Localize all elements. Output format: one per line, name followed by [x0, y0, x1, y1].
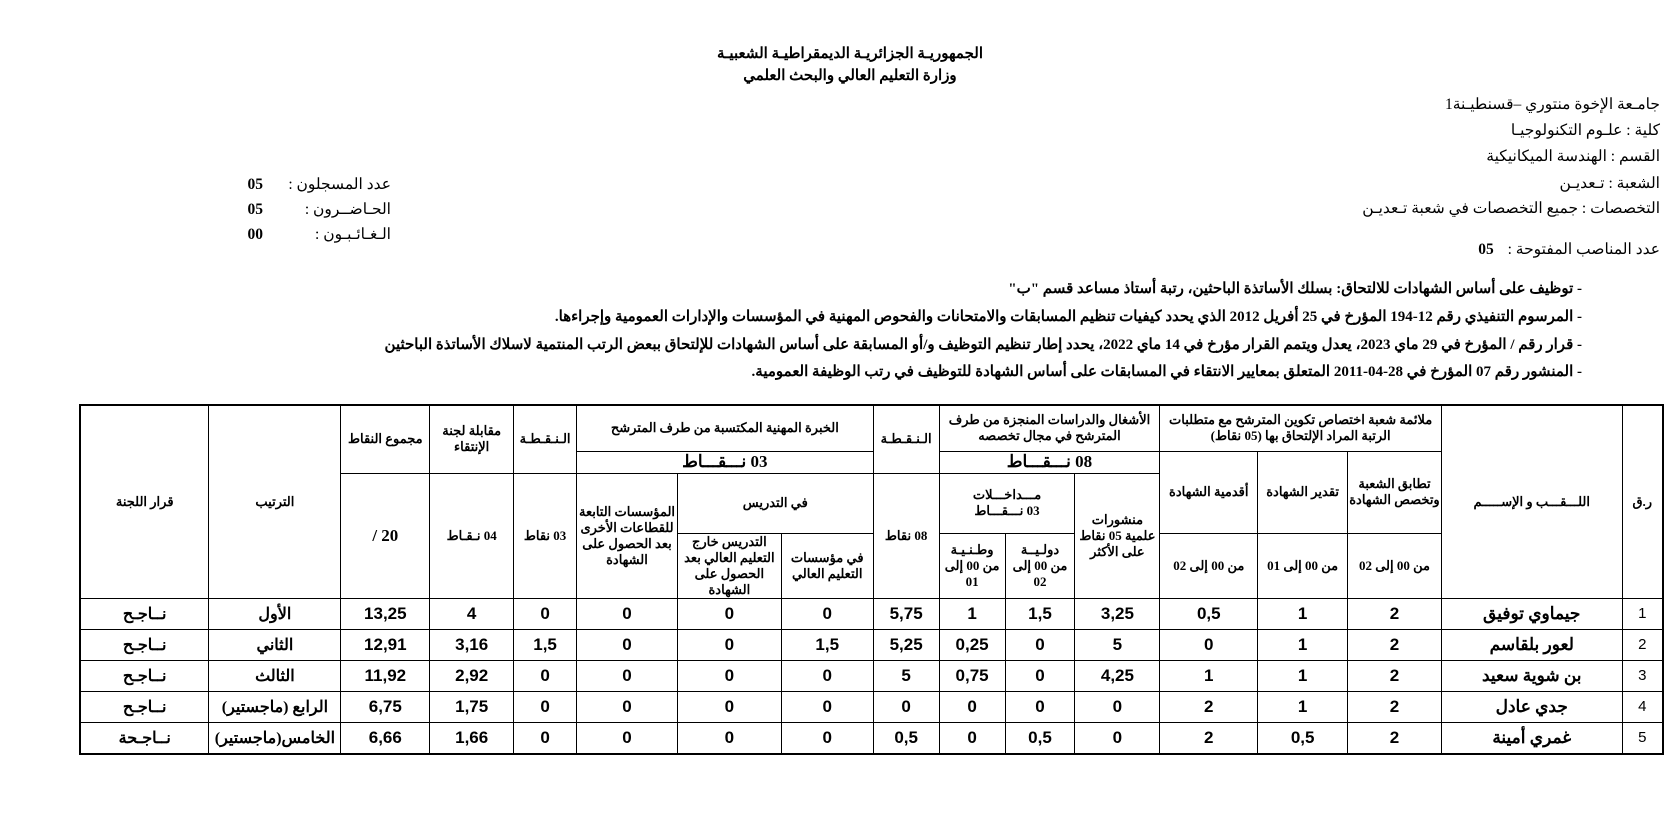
cell-total: 6,66 [341, 722, 430, 754]
cell-natl: 0 [939, 722, 1005, 754]
specialties-line: التخصصات : جميع التخصصات في شعبة تـعديـن [1362, 200, 1660, 217]
cell-name: بن شوية سعيد [1441, 660, 1622, 691]
cell-interview: 1,75 [430, 691, 514, 722]
cell-point2: 0 [514, 660, 577, 691]
cell-decision: نــاجـح [80, 691, 209, 722]
cell-other: 0 [577, 598, 678, 629]
cell-interview: 4 [430, 598, 514, 629]
intl-range: من 00 إلى 02 [1012, 557, 1068, 589]
cell-fit-seniority: 0 [1160, 629, 1258, 660]
cell-point2: 1,5 [514, 629, 577, 660]
cell-intl: 0,5 [1005, 722, 1075, 754]
cell-point1: 5,75 [873, 598, 939, 629]
cell-fit-match: 2 [1348, 660, 1442, 691]
cell-total: 11,92 [341, 660, 430, 691]
cell-other: 0 [577, 722, 678, 754]
cell-fit-grade: 1 [1258, 660, 1348, 691]
cell-teach-univ: 0 [781, 598, 873, 629]
point1-value: 08 نقاط [873, 473, 939, 598]
col-exp-header: الخبرة المهنية المكتسبة من طرف المترشح [577, 405, 874, 451]
intl-label: دولـيــة [1020, 541, 1060, 557]
cell-name: جدي عادل [1441, 691, 1622, 722]
cell-fit-seniority: 1 [1160, 660, 1258, 691]
cell-point1: 0 [873, 691, 939, 722]
natl-label: وطـنـيـة [950, 541, 994, 557]
cell-teach-out: 0 [677, 598, 781, 629]
cell-fit-match: 2 [1348, 691, 1442, 722]
cell-pubs: 0 [1075, 722, 1160, 754]
col-interview-header: مقابلة لجنة الإنتقاء [430, 405, 514, 473]
cell-fit-grade: 1 [1258, 598, 1348, 629]
cell-intl: 0 [1005, 629, 1075, 660]
cell-interview: 1,66 [430, 722, 514, 754]
absent-count [248, 225, 392, 244]
absent-value: 00 [247, 226, 263, 243]
col-pubs-header: منشورات علمية 05 نقاط على الأكثر [1075, 473, 1160, 598]
table-row [80, 598, 1663, 629]
fit-match-range: من 00 إلى 02 [1348, 533, 1442, 598]
table-row [80, 629, 1663, 660]
bullet-order: - قرار رقم / المؤرخ في 29 ماي 2023، يعدل ويتمم القرار مؤرخ في 14 ماي 2022، يحدد إطار تنظيم التوظيف و/أو المسابقة على أساس الشهادات للإلتحاق ببعض الرتب المنتمية لاسلاك الأساتذة الباحثين [384, 337, 1582, 353]
present-count [248, 200, 392, 219]
registered-count [248, 175, 392, 194]
cell-fit-seniority: 0,5 [1160, 598, 1258, 629]
cell-pubs: 4,25 [1075, 660, 1160, 691]
absent-label: الـغـائـبـون : [315, 226, 391, 243]
cell-fit-grade: 1 [1258, 691, 1348, 722]
cell-fit-match: 2 [1348, 722, 1442, 754]
cell-decision: نــاجـحة [80, 722, 209, 754]
cell-point1: 5,25 [873, 629, 939, 660]
cell-fit-match: 2 [1348, 629, 1442, 660]
cell-natl: 0,75 [939, 660, 1005, 691]
cell-teach-out: 0 [677, 629, 781, 660]
cell-pubs: 0 [1075, 691, 1160, 722]
cell-intl: 0 [1005, 691, 1075, 722]
open-positions-value: 05 [1478, 241, 1494, 258]
col-rank-header: الترتيب [209, 405, 341, 598]
col-point2-header: الـنـقـطـة [514, 405, 577, 473]
cell-teach-out: 0 [677, 660, 781, 691]
cell-other: 0 [577, 691, 678, 722]
col-confs-header [939, 473, 1075, 533]
cell-rank: الرابع (ماجستير) [209, 691, 341, 722]
present-value: 05 [247, 201, 263, 218]
cell-pubs: 5 [1075, 629, 1160, 660]
col-decision-header: قرار اللجنة [80, 405, 209, 598]
cell-num: 2 [1622, 629, 1663, 660]
cell-num: 4 [1622, 691, 1663, 722]
col-fit-grade-header: تقدير الشهادة [1258, 451, 1348, 533]
republic-title: الجمهوريـة الجزائريـة الديمقراطيـة الشعبيـة [716, 46, 984, 62]
results-table [79, 404, 1664, 755]
bullet-recruitment: - توظيف على أساس الشهادات للالتحاق: بسلك الأساتذة الباحثين، رتبة أستاذ مساعد قسم "ب" [1008, 281, 1582, 297]
cell-rank: الثالث [209, 660, 341, 691]
present-label: الحـاضــرون : [304, 201, 391, 218]
total-value: 20 / [341, 473, 430, 598]
cell-point2: 0 [514, 598, 577, 629]
confs-points: 03 نـــقـــاط [974, 503, 1040, 518]
cell-teach-univ: 0 [781, 722, 873, 754]
cell-interview: 2,92 [430, 660, 514, 691]
col-num-header: ر.ق [1622, 405, 1663, 598]
cell-teach-univ: 0 [781, 660, 873, 691]
cell-rank: الثاني [209, 629, 341, 660]
cell-fit-seniority: 2 [1160, 691, 1258, 722]
cell-fit-seniority: 2 [1160, 722, 1258, 754]
col-intl-header [1005, 533, 1075, 598]
cell-teach-univ: 1,5 [781, 629, 873, 660]
cell-num: 5 [1622, 722, 1663, 754]
cell-pubs: 3,25 [1075, 598, 1160, 629]
cell-teach-out: 0 [677, 722, 781, 754]
cell-intl: 0 [1005, 660, 1075, 691]
col-teach-out-header: التدريس خارج التعليم العالي بعد الحصول على الشهادة [677, 533, 781, 598]
col-name-header: اللـــقـــب و الإســـــم [1441, 405, 1622, 598]
exp-points-header: 03 نـــقـــاط [577, 451, 874, 473]
cell-intl: 1,5 [1005, 598, 1075, 629]
cell-decision: نــاجـح [80, 629, 209, 660]
col-natl-header [939, 533, 1005, 598]
cell-fit-grade: 0,5 [1258, 722, 1348, 754]
cell-natl: 0 [939, 691, 1005, 722]
cell-rank: الخامس(ماجستير) [209, 722, 341, 754]
table-row [80, 660, 1663, 691]
cell-teach-univ: 0 [781, 691, 873, 722]
cell-natl: 1 [939, 598, 1005, 629]
ministry-title: وزارة التعليم العالي والبحث العلمي [743, 68, 957, 84]
cell-name: جيماوي توفيق [1441, 598, 1622, 629]
cell-decision: نــاجـح [80, 660, 209, 691]
cell-point1: 5 [873, 660, 939, 691]
department-line: القسم : الهندسة الميكانيكية [1486, 148, 1660, 165]
table-row [80, 691, 1663, 722]
cell-fit-grade: 1 [1258, 629, 1348, 660]
natl-range: من 00 إلى 01 [944, 557, 1000, 589]
cell-num: 1 [1622, 598, 1663, 629]
cell-total: 6,75 [341, 691, 430, 722]
registered-value: 05 [247, 176, 263, 193]
cell-decision: نــاجـح [80, 598, 209, 629]
open-positions [1478, 240, 1660, 259]
cell-point1: 0,5 [873, 722, 939, 754]
cell-fit-match: 2 [1348, 598, 1442, 629]
point2-value: 03 نقاط [514, 473, 577, 598]
cell-other: 0 [577, 660, 678, 691]
confs-label: مـــداخـــلات [972, 487, 1042, 502]
cell-total: 13,25 [341, 598, 430, 629]
cell-name: لعور بلقاسم [1441, 629, 1622, 660]
col-fit-match-header: تطابق الشعبة وتخصص الشهادة [1348, 451, 1442, 533]
cell-interview: 3,16 [430, 629, 514, 660]
branch-line: الشعبة : تـعديـن [1559, 175, 1660, 192]
registered-label: عدد المسجلون : [288, 176, 391, 193]
interview-value: 04 نـقـاط [430, 473, 514, 598]
col-total-header: مجموع النقاط [341, 405, 430, 473]
cell-num: 3 [1622, 660, 1663, 691]
university-line: جامـعة الإخوة منتوري –قسنطيـنة1 [1444, 96, 1660, 113]
cell-rank: الأول [209, 598, 341, 629]
cell-name: غمري أمينة [1441, 722, 1622, 754]
col-teach-univ-header: في مؤسسات التعليم العالي [781, 533, 873, 598]
table-row [80, 722, 1663, 754]
bullet-circular: - المنشور رقم 07 المؤرخ في 28-04-2011 المتعلق بمعايير الانتقاء في المسابقات على أساس الشهادة للتوظيف في رتب الوظيفة العمومية. [751, 364, 1582, 380]
fit-grade-range: من 00 إلى 01 [1258, 533, 1348, 598]
faculty-line: كلية : علـوم التكنولوجيـا [1510, 122, 1660, 139]
works-points-header: 08 نـــقـــاط [939, 451, 1160, 473]
cell-point2: 0 [514, 691, 577, 722]
col-other-header: المؤسسات التابعة للقطاعات الأخرى بعد الحصول على الشهادة [577, 473, 678, 598]
col-fit-seniority-header: أقدمية الشهادة [1160, 451, 1258, 533]
cell-total: 12,91 [341, 629, 430, 660]
col-teach-header: في التدريس [677, 473, 873, 533]
cell-teach-out: 0 [677, 691, 781, 722]
fit-seniority-range: من 00 إلى 02 [1160, 533, 1258, 598]
col-fit-header: ملائمة شعبة اختصاص تكوين المترشح مع متطلبات الرتبة المراد الإلتحاق بها (05 نقاط) [1160, 405, 1442, 451]
bullet-decree: - المرسوم التنفيذي رقم 12-194 المؤرخ في 25 أفريل 2012 الذي يحدد كيفيات تنظيم المسابقات والامتحانات والفحوص المهنية في المؤسسات والإدارات العمومية وإجراءها. [554, 309, 1582, 325]
open-positions-label: عدد المناصب المفتوحة : [1507, 241, 1660, 258]
col-works-header: الأشغال والدراسات المنجزة من طرف المترشح في مجال تخصصه [939, 405, 1160, 451]
cell-natl: 0,25 [939, 629, 1005, 660]
col-point1-header: الـنـقـطـة [873, 405, 939, 473]
cell-other: 0 [577, 629, 678, 660]
cell-point2: 0 [514, 722, 577, 754]
